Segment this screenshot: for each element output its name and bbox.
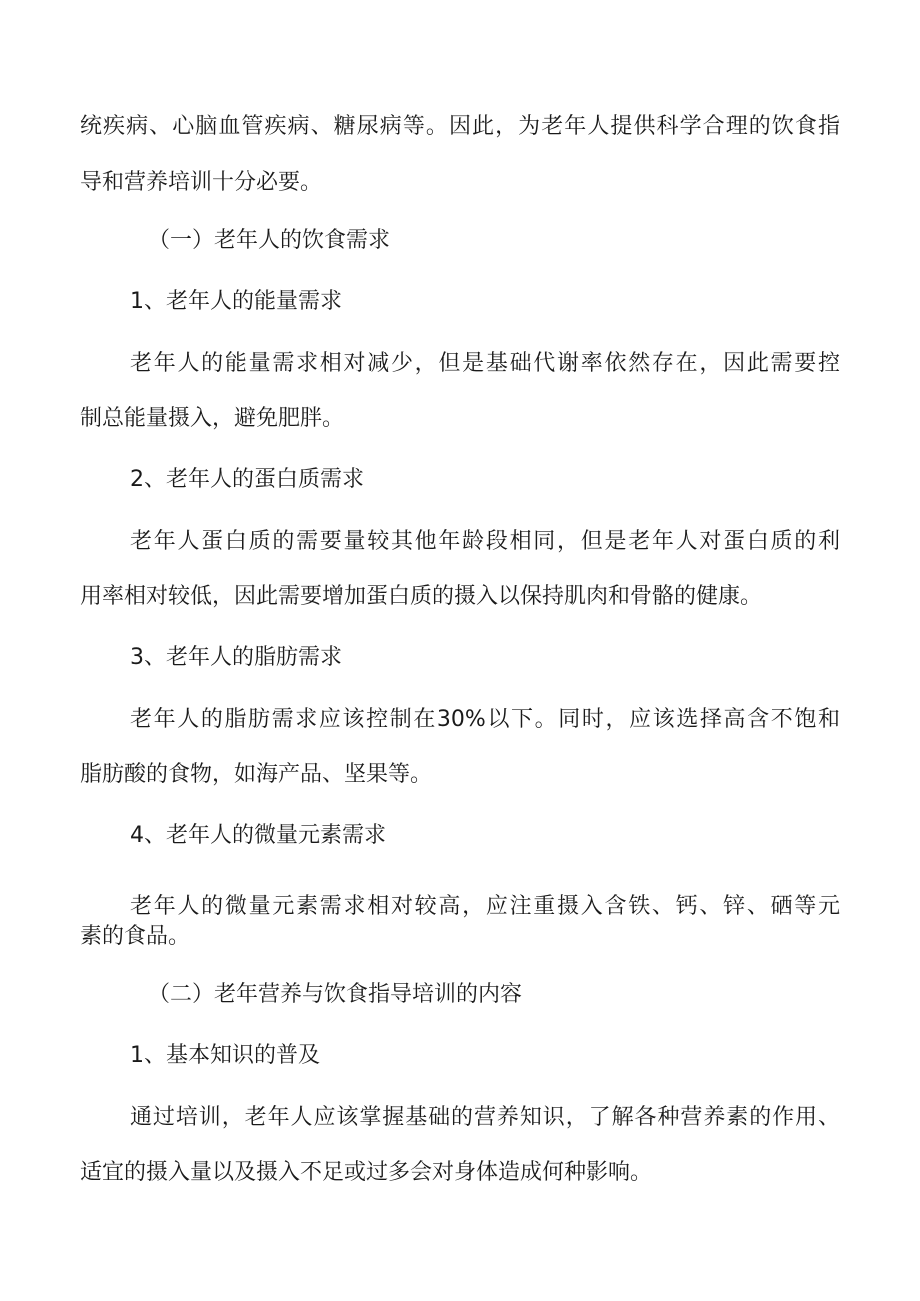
subsection-heading: 3、老年人的脂肪需求 (130, 645, 342, 670)
subsection-heading: 2、老年人的蛋白质需求 (130, 467, 364, 492)
paragraph-line: 导和营养培训十分必要。 (80, 170, 323, 195)
subsection-heading: 1、基本知识的普及 (130, 1043, 320, 1068)
paragraph-line: 老年人蛋白质的需要量较其他年龄段相同，但是老年人对蛋白质的利 (130, 529, 840, 554)
subsection-heading: 4、老年人的微量元素需求 (130, 823, 386, 848)
paragraph-line: 老年人的微量元素需求相对较高，应注重摄入含铁、钙、锌、硒等元 (130, 894, 840, 919)
paragraph-line: 通过培训，老年人应该掌握基础的营养知识，了解各种营养素的作用、 (130, 1105, 840, 1130)
paragraph-line: 素的食品。 (80, 924, 191, 949)
paragraph-line: 制总能量摄入，避免肥胖。 (80, 406, 345, 431)
paragraph-line: 适宜的摄入量以及摄入不足或过多会对身体造成何种影响。 (80, 1160, 653, 1185)
section-heading: （一）老年人的饮食需求 (148, 228, 391, 253)
paragraph-line: 老年人的能量需求相对减少，但是基础代谢率依然存在，因此需要控 (130, 351, 840, 376)
paragraph-line: 老年人的脂肪需求应该控制在30%以下。同时，应该选择高含不饱和 (130, 707, 840, 732)
paragraph-line: 脂肪酸的食物，如海产品、坚果等。 (80, 762, 433, 787)
paragraph-line: 用率相对较低，因此需要增加蛋白质的摄入以保持肌肉和骨骼的健康。 (80, 584, 763, 609)
paragraph-line: 统疾病、心脑血管疾病、糖尿病等。因此，为老年人提供科学合理的饮食指 (80, 114, 840, 139)
subsection-heading: 1、老年人的能量需求 (130, 289, 342, 314)
section-heading: （二）老年营养与饮食指导培训的内容 (148, 982, 523, 1007)
